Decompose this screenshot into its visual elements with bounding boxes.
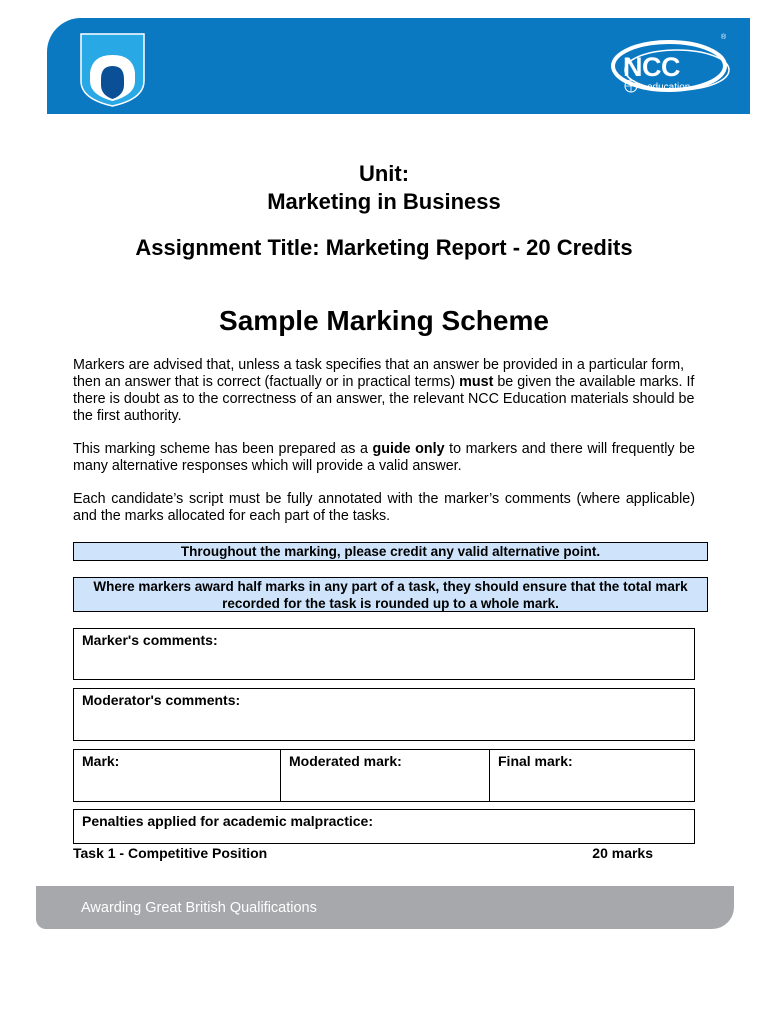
mark-cell[interactable] [74,750,281,801]
guide-paragraph: This marking scheme has been prepared as a guide only to markers and there will frequently be many alternative responses which will provide a valid answer. [73,441,695,474]
registered-mark: ® [721,34,727,41]
moderated-mark-cell[interactable] [281,750,490,801]
moderators-comments-label: Moderator's comments: [82,692,241,708]
penalties-box[interactable] [73,809,695,844]
penalties-label: Penalties applied for academic malpractice: [82,813,374,829]
task-title: Task 1 - Competitive Position [73,845,268,861]
assignment-title: Assignment Title: Marketing Report - 20 Credits [135,235,633,260]
ncc-education-logo [607,36,737,112]
moderated-mark-label: Moderated mark: [289,753,402,769]
task-heading [73,845,653,861]
unit-label: Unit: [358,161,410,186]
final-mark-label: Final mark: [498,753,573,769]
mark-label: Mark: [82,753,120,769]
instructions-paragraph: Markers are advised that, unless a task specifies that an answer be provided in a particular form, then an answer that is correct (factually or in practical terms) must be given the available marks. If there is doubt as to the correctness of an answer, the relevant NCC Education materials should be the first authority. [73,357,695,424]
half-marks-notice: Where markers award half marks in any part of a task, they should ensure that the total mark recorded for the task is rounded up to a whole mark. [73,577,708,612]
page-title: Sample Marking Scheme [219,305,549,336]
footer-tagline: Awarding Great British Qualifications [81,900,317,916]
logo-main-text: NCC [623,52,680,82]
moderators-comments-box[interactable] [73,688,695,741]
marks-grid [73,749,695,802]
unit-name: Marketing in Business [267,189,501,214]
shield-arch-icon [80,33,145,107]
logo-sub-text: education [647,82,691,93]
markers-comments-box[interactable] [73,628,695,680]
markers-comments-label: Marker's comments: [82,632,218,648]
header-band [47,18,750,114]
task-marks: 20 marks [592,845,653,861]
alternative-point-notice: Throughout the marking, please credit any valid alternative point. [73,542,708,561]
annotation-paragraph: Each candidate’s script must be fully annotated with the marker’s comments (where applicable) and the marks allocated for each part of the tasks. [73,491,695,524]
final-mark-cell[interactable] [490,750,694,801]
footer-band [36,886,734,929]
